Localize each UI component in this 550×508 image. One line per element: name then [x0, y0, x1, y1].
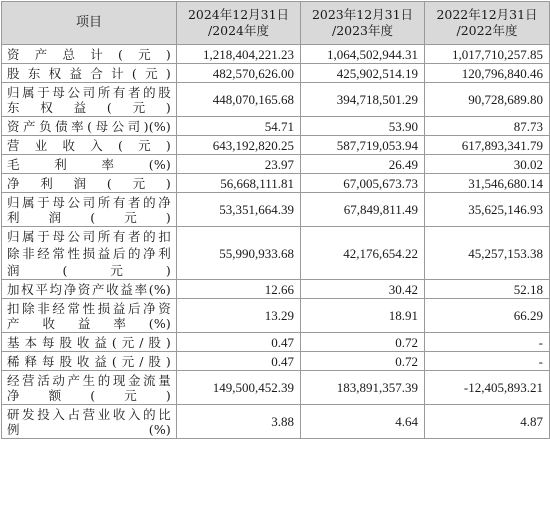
- table-row: [2, 174, 550, 193]
- row-label-line: 产收益率(%): [7, 315, 171, 331]
- cell-value-2022: 45,257,153.38: [425, 227, 550, 280]
- row-label-line: 归属于母公司所有者的扣: [7, 228, 171, 244]
- cell-value-2023: 425,902,514.19: [301, 64, 425, 83]
- row-label-line: 营业收入(元): [7, 137, 171, 153]
- cell-value-2024: 0.47: [177, 333, 301, 352]
- table-body: [2, 45, 550, 439]
- row-label-line: 除非经常性损益后的净利: [7, 245, 171, 261]
- cell-value-2022: 66.29: [425, 299, 550, 333]
- financial-data-table: [1, 1, 550, 439]
- row-label-line: 研发投入占营业收入的比: [7, 406, 171, 422]
- cell-value-2023: 67,005,673.73: [301, 174, 425, 193]
- row-label-line: 股东权益合计(元): [7, 65, 171, 81]
- header-2023-year: /2023年度: [331, 23, 394, 38]
- header-2024-year: /2024年度: [207, 23, 270, 38]
- table-row: [2, 117, 550, 136]
- cell-value-2024: 55,990,933.68: [177, 227, 301, 280]
- header-row: [2, 2, 550, 45]
- row-label: [2, 227, 177, 280]
- cell-value-2022: 87.73: [425, 117, 550, 136]
- cell-value-2022: 35,625,146.93: [425, 193, 550, 227]
- row-label: [2, 155, 177, 174]
- row-label-line: 利润(元): [7, 209, 171, 225]
- header-2024-date: 2024年12月31日: [187, 7, 290, 22]
- row-label: [2, 299, 177, 333]
- cell-value-2024: 482,570,626.00: [177, 64, 301, 83]
- row-label-line: 稀释每股收益(元/股): [7, 353, 171, 369]
- row-label: [2, 280, 177, 299]
- row-label-line: 资产负债率(母公司)(%): [7, 118, 171, 134]
- table-row: [2, 280, 550, 299]
- cell-value-2023: 183,891,357.39: [301, 371, 425, 405]
- row-label: [2, 405, 177, 439]
- row-label-line: 例(%): [7, 421, 171, 437]
- row-label-line: 东权益(元): [7, 99, 171, 115]
- cell-value-2022: 617,893,341.79: [425, 136, 550, 155]
- row-label: [2, 333, 177, 352]
- table-row: [2, 371, 550, 405]
- table-row: [2, 83, 550, 117]
- row-label-line: 基本每股收益(元/股): [7, 334, 171, 350]
- cell-value-2022: -: [425, 352, 550, 371]
- cell-value-2024: 643,192,820.25: [177, 136, 301, 155]
- cell-value-2022: 31,546,680.14: [425, 174, 550, 193]
- cell-value-2024: 448,070,165.68: [177, 83, 301, 117]
- header-item: 项目: [2, 2, 177, 45]
- row-label: [2, 371, 177, 405]
- row-label: [2, 45, 177, 64]
- row-label-line: 归属于母公司所有者的股: [7, 84, 171, 100]
- cell-value-2022: 1,017,710,257.85: [425, 45, 550, 64]
- row-label: [2, 64, 177, 83]
- cell-value-2024: 0.47: [177, 352, 301, 371]
- row-label-line: 资产总计(元): [7, 46, 171, 62]
- row-label: [2, 117, 177, 136]
- row-label-line: 扣除非经常性损益后净资: [7, 300, 171, 316]
- cell-value-2023: 587,719,053.94: [301, 136, 425, 155]
- row-label: [2, 352, 177, 371]
- cell-value-2022: 52.18: [425, 280, 550, 299]
- row-label: [2, 193, 177, 227]
- table-row: [2, 136, 550, 155]
- cell-value-2022: -: [425, 333, 550, 352]
- cell-value-2024: 23.97: [177, 155, 301, 174]
- cell-value-2022: 4.87: [425, 405, 550, 439]
- table-row: [2, 227, 550, 280]
- header-2024: [177, 2, 301, 45]
- cell-value-2024: 56,668,111.81: [177, 174, 301, 193]
- table-row: [2, 45, 550, 64]
- table-row: [2, 333, 550, 352]
- cell-value-2024: 54.71: [177, 117, 301, 136]
- row-label-line: 加权平均净资产收益率(%): [7, 281, 171, 297]
- table-row: [2, 64, 550, 83]
- cell-value-2022: -12,405,893.21: [425, 371, 550, 405]
- cell-value-2023: 1,064,502,944.31: [301, 45, 425, 64]
- cell-value-2023: 4.64: [301, 405, 425, 439]
- cell-value-2024: 3.88: [177, 405, 301, 439]
- row-label-line: 经营活动产生的现金流量: [7, 372, 171, 388]
- table-row: [2, 155, 550, 174]
- header-2022-date: 2022年12月31日: [436, 7, 538, 22]
- table-row: [2, 193, 550, 227]
- cell-value-2022: 120,796,840.46: [425, 64, 550, 83]
- cell-value-2023: 18.91: [301, 299, 425, 333]
- row-label-line: 毛利率(%): [7, 156, 171, 172]
- cell-value-2022: 30.02: [425, 155, 550, 174]
- cell-value-2023: 26.49: [301, 155, 425, 174]
- header-2022: [425, 2, 550, 45]
- row-label-line: 净利润(元): [7, 175, 171, 191]
- table-row: [2, 405, 550, 439]
- cell-value-2023: 0.72: [301, 352, 425, 371]
- cell-value-2023: 30.42: [301, 280, 425, 299]
- cell-value-2023: 53.90: [301, 117, 425, 136]
- cell-value-2024: 12.66: [177, 280, 301, 299]
- cell-value-2022: 90,728,689.80: [425, 83, 550, 117]
- table-row: [2, 352, 550, 371]
- row-label-line: 润(元): [7, 262, 171, 278]
- cell-value-2024: 53,351,664.39: [177, 193, 301, 227]
- row-label-line: 净额(元): [7, 387, 171, 403]
- cell-value-2023: 67,849,811.49: [301, 193, 425, 227]
- header-2023: [301, 2, 425, 45]
- cell-value-2023: 394,718,501.29: [301, 83, 425, 117]
- cell-value-2023: 0.72: [301, 333, 425, 352]
- cell-value-2023: 42,176,654.22: [301, 227, 425, 280]
- row-label: [2, 83, 177, 117]
- header-2023-date: 2023年12月31日: [311, 7, 414, 22]
- row-label: [2, 136, 177, 155]
- table-row: [2, 299, 550, 333]
- row-label: [2, 174, 177, 193]
- cell-value-2024: 13.29: [177, 299, 301, 333]
- cell-value-2024: 1,218,404,221.23: [177, 45, 301, 64]
- row-label-line: 归属于母公司所有者的净: [7, 194, 171, 210]
- cell-value-2024: 149,500,452.39: [177, 371, 301, 405]
- header-2022-year: /2022年度: [456, 23, 518, 38]
